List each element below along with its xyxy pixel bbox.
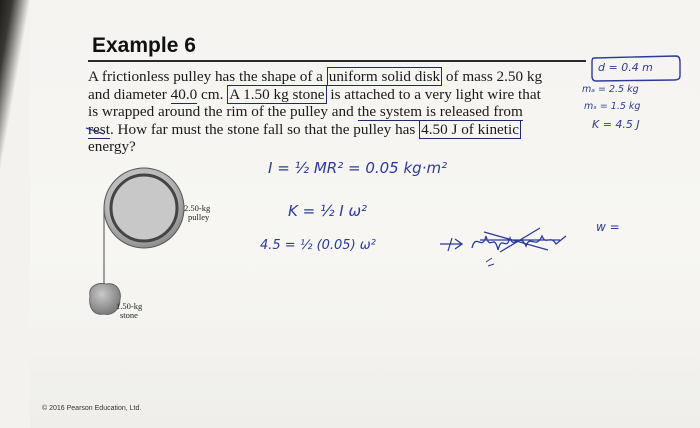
- work-moment-of-inertia: I = ½ MR² = 0.05 kg·m²: [268, 159, 448, 177]
- pulley-word-label: pulley: [188, 212, 210, 222]
- slide-title: Example 6: [92, 34, 196, 57]
- problem-line-2: and diameter 40.0 cm. A 1.50 kg stone is attached to a very light wire that: [88, 85, 541, 103]
- highlight-rest: rest: [88, 120, 110, 138]
- given-diameter: d = 0.4 m: [598, 61, 653, 74]
- given-disk-mass: mₐ = 2.5 kg: [582, 84, 639, 95]
- problem-line-4: rest. How far must the stone fall so that the pulley has 4.50 J of kinetic: [88, 120, 519, 138]
- work-kinetic-energy-formula: K = ½ I ω²: [288, 202, 368, 220]
- scribble-crossout: [472, 228, 566, 252]
- stone-mass-label: 1.50-kg: [116, 301, 143, 311]
- problem-line-3: is wrapped around the rim of the pulley and the system is released from: [88, 103, 523, 120]
- pulley-diagram: [60, 160, 310, 360]
- given-stone-mass: mₛ = 1.5 kg: [584, 101, 641, 112]
- stone-word-label: stone: [120, 310, 138, 320]
- given-kinetic-energy: K = 4.5 J: [592, 118, 640, 131]
- highlight-released: the system is released from: [357, 103, 523, 120]
- highlight-diameter: 40.0: [170, 85, 198, 103]
- work-substitution: 4.5 = ½ (0.05) ω²: [260, 238, 376, 253]
- pulley-mass-label: 2.50-kg: [184, 203, 211, 213]
- highlight-uniform-disk: uniform solid disk: [328, 68, 441, 85]
- copyright-notice: © 2016 Pearson Education, Ltd.: [42, 405, 142, 412]
- highlight-kinetic-energy: 4.50 J of kinetic: [421, 120, 519, 138]
- problem-line-1: A frictionless pulley has the shape of a uniform solid disk of mass 2.50 kg: [88, 68, 543, 85]
- highlight-stone-mass: A 1.50 kg stone: [229, 85, 325, 103]
- work-omega-equals: w =: [596, 220, 620, 234]
- problem-line-5: energy?: [88, 138, 136, 155]
- pulley-rim: [111, 175, 177, 241]
